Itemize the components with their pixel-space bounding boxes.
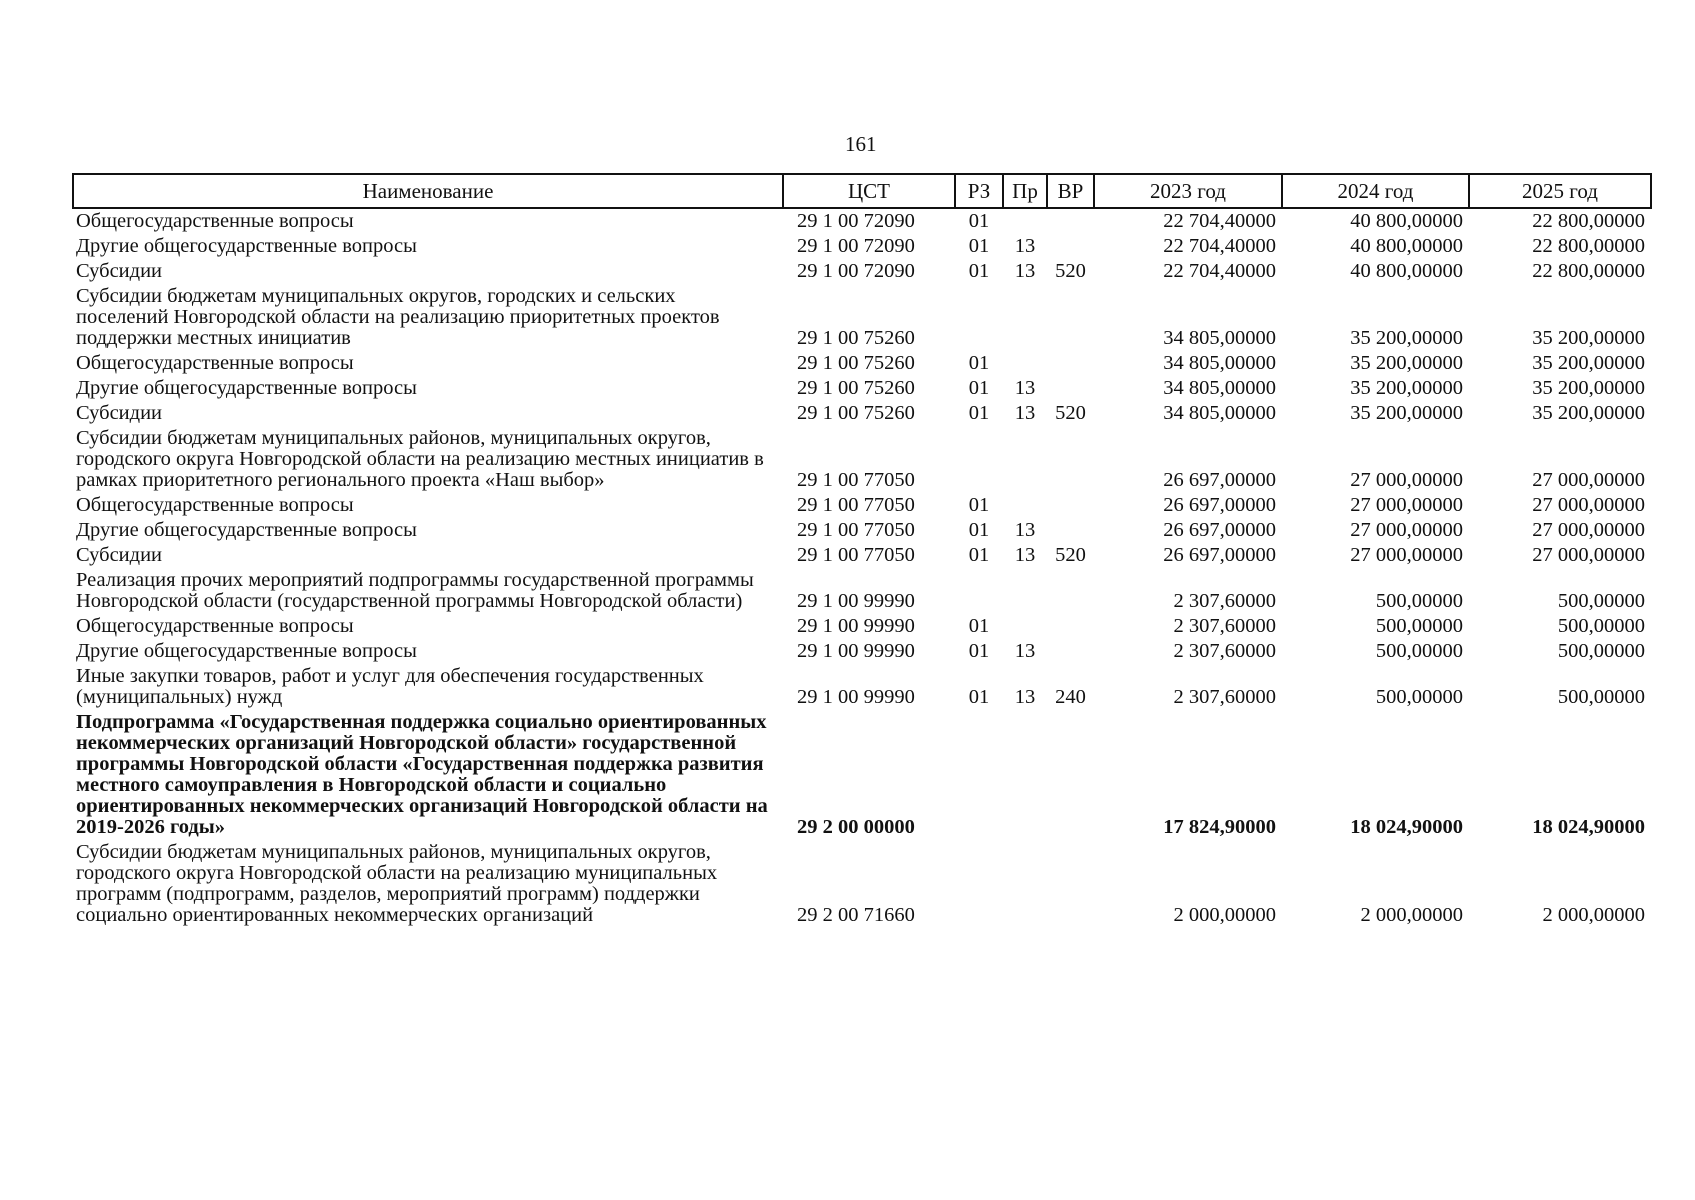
cell-cst: 29 1 00 99990 (797, 615, 915, 637)
cell-2023: 34 805,00000 (1163, 327, 1276, 349)
table-row (73, 493, 1651, 518)
cell-2025: 18 024,90000 (1532, 816, 1645, 838)
cell-rz (955, 284, 1003, 351)
cell-2025: 35 200,00000 (1532, 402, 1645, 424)
cell-cst: 29 1 00 77050 (797, 469, 915, 491)
cell-pr: 13 (1014, 235, 1036, 257)
cell-name: Подпрограмма «Государственная поддержка социально ориентированных некоммерческих организаций Новгородской области» государственной программы Новгородской области «Государственная поддержка развития местного самоуправления в Новгородской области и социально ориентированных некоммерческих организаций Новгородской области на 2019-2026 годы» (76, 711, 768, 838)
cell-rz: 01 (968, 210, 990, 232)
cell-2025: 35 200,00000 (1532, 377, 1645, 399)
cell-2024: 2 000,00000 (1360, 904, 1463, 926)
cell-2023: 26 697,00000 (1163, 469, 1276, 491)
cell-2025: 27 000,00000 (1532, 469, 1645, 491)
cell-vr (1047, 376, 1094, 401)
cell-2023: 34 805,00000 (1163, 352, 1276, 374)
cell-vr: 520 (1055, 402, 1086, 424)
header-rz: РЗ (955, 174, 1003, 208)
cell-rz: 01 (968, 615, 990, 637)
cell-name: Субсидии бюджетам муниципальных районов, муниципальных округов, городского округа Новгородской области на реализацию муниципальных программ (подпрограмм, разделов, мероприятий программ) поддержки социально ориентированных некоммерческих организаций (76, 841, 718, 926)
header-2025: 2025 год (1469, 174, 1651, 208)
header-vr: ВР (1047, 174, 1094, 208)
cell-pr (1003, 351, 1047, 376)
cell-2023: 17 824,90000 (1163, 816, 1276, 838)
header-name: Наименование (73, 174, 783, 208)
cell-vr (1047, 351, 1094, 376)
cell-vr: 520 (1055, 544, 1086, 566)
cell-name: Общегосударственные вопросы (76, 615, 354, 637)
cell-2024: 27 000,00000 (1350, 544, 1463, 566)
cell-name: Субсидии (76, 260, 163, 282)
cell-name: Другие общегосударственные вопросы (76, 377, 417, 399)
cell-name: Другие общегосударственные вопросы (76, 235, 417, 257)
cell-rz: 01 (968, 377, 990, 399)
cell-cst: 29 1 00 77050 (797, 494, 915, 516)
header-row (73, 174, 1651, 208)
cell-2025: 500,00000 (1557, 590, 1645, 612)
cell-name: Другие общегосударственные вопросы (76, 519, 417, 541)
cell-pr (1003, 284, 1047, 351)
header-2023: 2023 год (1094, 174, 1282, 208)
cell-cst: 29 1 00 99990 (797, 686, 915, 708)
cell-cst: 29 2 00 71660 (797, 904, 915, 926)
cell-name: Субсидии бюджетам муниципальных округов, городских и сельских поселений Новгородской области на реализацию приоритетных проектов поддержки местных инициатив (76, 285, 720, 349)
cell-vr (1047, 426, 1094, 493)
cell-pr: 13 (1014, 402, 1036, 424)
cell-2025: 22 800,00000 (1532, 210, 1645, 232)
cell-2024: 27 000,00000 (1350, 519, 1463, 541)
cell-cst: 29 1 00 77050 (797, 519, 915, 541)
cell-2024: 500,00000 (1375, 615, 1463, 637)
cell-cst: 29 1 00 72090 (797, 210, 915, 232)
cell-rz: 01 (968, 494, 990, 516)
cell-pr (1003, 493, 1047, 518)
cell-vr (1047, 568, 1094, 614)
cell-rz: 01 (968, 544, 990, 566)
table-row (73, 664, 1651, 710)
table-row (73, 376, 1651, 401)
cell-rz: 01 (968, 640, 990, 662)
cell-2025: 35 200,00000 (1532, 327, 1645, 349)
table-row (73, 840, 1651, 928)
cell-cst: 29 1 00 75260 (797, 377, 915, 399)
cell-vr (1047, 234, 1094, 259)
cell-name: Реализация прочих мероприятий подпрограммы государственной программы Новгородской области (государственной программы Новгородской области) (76, 569, 754, 612)
cell-name: Иные закупки товаров, работ и услуг для обеспечения государственных (муниципальных) нужд (76, 665, 704, 708)
cell-2023: 2 307,60000 (1173, 640, 1276, 662)
cell-rz: 01 (968, 402, 990, 424)
cell-2023: 2 307,60000 (1173, 590, 1276, 612)
cell-rz: 01 (968, 352, 990, 374)
cell-2024: 35 200,00000 (1350, 327, 1463, 349)
header-pr: Пр (1003, 174, 1047, 208)
cell-2023: 34 805,00000 (1163, 402, 1276, 424)
cell-2023: 26 697,00000 (1163, 494, 1276, 516)
table-row (73, 568, 1651, 614)
cell-2024: 500,00000 (1375, 640, 1463, 662)
cell-pr (1003, 840, 1047, 928)
header-cst: ЦСТ (783, 174, 955, 208)
cell-pr (1003, 614, 1047, 639)
table-row (73, 351, 1651, 376)
cell-vr: 520 (1055, 260, 1086, 282)
cell-vr (1047, 639, 1094, 664)
cell-rz: 01 (968, 519, 990, 541)
cell-rz (955, 568, 1003, 614)
cell-2023: 2 307,60000 (1173, 686, 1276, 708)
cell-2025: 27 000,00000 (1532, 494, 1645, 516)
cell-rz: 01 (968, 260, 990, 282)
cell-name: Общегосударственные вопросы (76, 352, 354, 374)
cell-vr (1047, 284, 1094, 351)
cell-name: Другие общегосударственные вопросы (76, 640, 417, 662)
cell-vr (1047, 840, 1094, 928)
cell-pr (1003, 710, 1047, 840)
cell-2024: 35 200,00000 (1350, 352, 1463, 374)
table-body (73, 208, 1651, 928)
cell-2025: 22 800,00000 (1532, 235, 1645, 257)
cell-2024: 40 800,00000 (1350, 260, 1463, 282)
table-row (73, 284, 1651, 351)
cell-pr: 13 (1014, 686, 1036, 708)
cell-2024: 27 000,00000 (1350, 494, 1463, 516)
cell-2024: 40 800,00000 (1350, 210, 1463, 232)
cell-2023: 22 704,40000 (1163, 235, 1276, 257)
cell-pr: 13 (1014, 640, 1036, 662)
cell-2024: 500,00000 (1375, 590, 1463, 612)
cell-vr (1047, 518, 1094, 543)
budget-table (72, 173, 1652, 928)
cell-2023: 22 704,40000 (1163, 260, 1276, 282)
cell-cst: 29 1 00 99990 (797, 590, 915, 612)
table-row (73, 710, 1651, 840)
cell-vr (1047, 493, 1094, 518)
cell-name: Субсидии (76, 402, 163, 424)
cell-pr (1003, 426, 1047, 493)
cell-cst: 29 1 00 99990 (797, 640, 915, 662)
cell-rz: 01 (968, 686, 990, 708)
cell-2025: 2 000,00000 (1542, 904, 1645, 926)
cell-2023: 34 805,00000 (1163, 377, 1276, 399)
cell-rz (955, 840, 1003, 928)
table-row (73, 426, 1651, 493)
cell-name: Общегосударственные вопросы (76, 210, 354, 232)
cell-2023: 22 704,40000 (1163, 210, 1276, 232)
table-row (73, 401, 1651, 426)
cell-2024: 35 200,00000 (1350, 402, 1463, 424)
cell-rz (955, 710, 1003, 840)
cell-2023: 2 307,60000 (1173, 615, 1276, 637)
table-row (73, 234, 1651, 259)
cell-name: Субсидии (76, 544, 163, 566)
table-row (73, 543, 1651, 568)
cell-2025: 27 000,00000 (1532, 519, 1645, 541)
cell-2025: 35 200,00000 (1532, 352, 1645, 374)
cell-vr: 240 (1055, 686, 1086, 708)
cell-pr (1003, 208, 1047, 234)
cell-cst: 29 1 00 75260 (797, 402, 915, 424)
cell-2025: 500,00000 (1557, 640, 1645, 662)
cell-2025: 22 800,00000 (1532, 260, 1645, 282)
cell-cst: 29 2 00 00000 (797, 816, 915, 838)
cell-2024: 500,00000 (1375, 686, 1463, 708)
cell-2024: 18 024,90000 (1350, 816, 1463, 838)
cell-2023: 26 697,00000 (1163, 519, 1276, 541)
cell-vr (1047, 208, 1094, 234)
table-row (73, 259, 1651, 284)
cell-2024: 27 000,00000 (1350, 469, 1463, 491)
cell-pr (1003, 568, 1047, 614)
cell-pr: 13 (1014, 519, 1036, 541)
cell-2024: 40 800,00000 (1350, 235, 1463, 257)
cell-vr (1047, 614, 1094, 639)
header-2024: 2024 год (1282, 174, 1469, 208)
cell-vr (1047, 710, 1094, 840)
cell-rz: 01 (968, 235, 990, 257)
cell-2023: 2 000,00000 (1173, 904, 1276, 926)
cell-pr: 13 (1014, 544, 1036, 566)
table-row (73, 208, 1651, 234)
table-row (73, 518, 1651, 543)
cell-name: Общегосударственные вопросы (76, 494, 354, 516)
cell-pr: 13 (1014, 260, 1036, 282)
page-number: 161 (845, 132, 877, 156)
cell-2024: 35 200,00000 (1350, 377, 1463, 399)
cell-cst: 29 1 00 72090 (797, 260, 915, 282)
cell-rz (955, 426, 1003, 493)
cell-pr: 13 (1014, 377, 1036, 399)
table-row (73, 614, 1651, 639)
cell-name: Субсидии бюджетам муниципальных районов, муниципальных округов, городского округа Новгородской области на реализацию местных инициатив в рамках приоритетного регионального проекта «Наш выбор» (76, 427, 764, 491)
cell-cst: 29 1 00 77050 (797, 544, 915, 566)
table-row (73, 639, 1651, 664)
cell-2025: 27 000,00000 (1532, 544, 1645, 566)
cell-cst: 29 1 00 72090 (797, 235, 915, 257)
cell-2025: 500,00000 (1557, 615, 1645, 637)
cell-2023: 26 697,00000 (1163, 544, 1276, 566)
cell-cst: 29 1 00 75260 (797, 327, 915, 349)
cell-cst: 29 1 00 75260 (797, 352, 915, 374)
cell-2025: 500,00000 (1557, 686, 1645, 708)
